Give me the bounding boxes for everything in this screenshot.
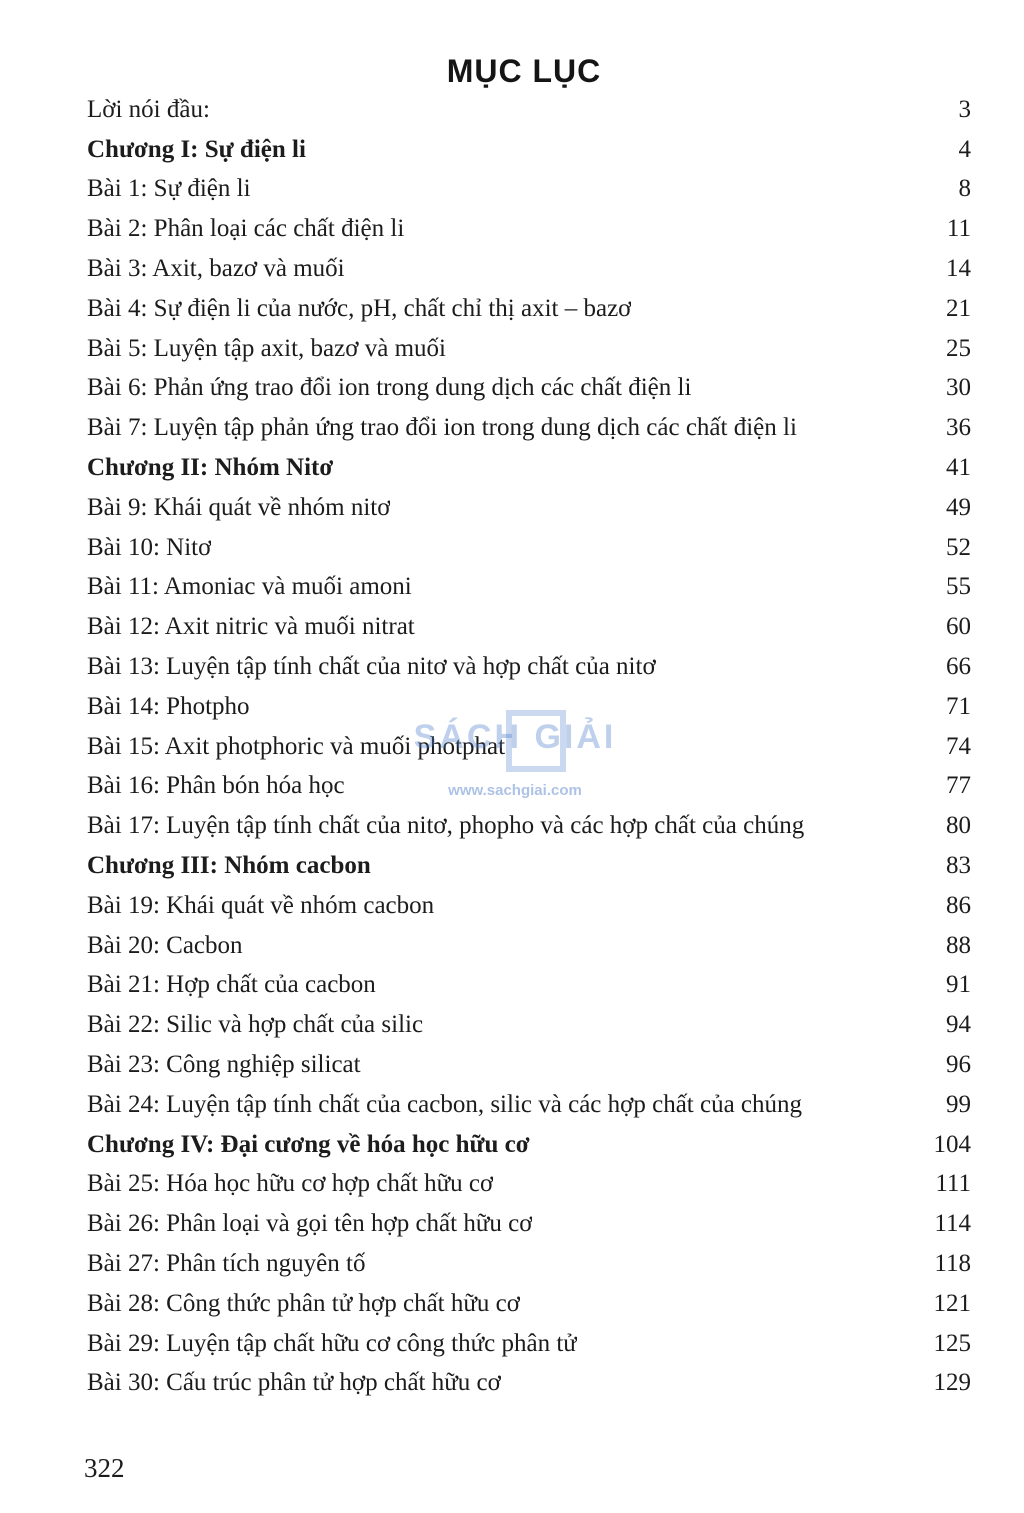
- toc-entry-title: Bài 5: Luyện tập axit, bazơ và muối: [87, 334, 446, 362]
- toc-entry: [87, 1005, 971, 1045]
- toc-entry-title: Bài 24: Luyện tập tính chất của cacbon, silic và các hợp chất của chúng: [87, 1090, 803, 1118]
- toc-entry-title: Bài 30: Cấu trúc phân tử hợp chất hữu cơ: [87, 1369, 501, 1397]
- toc-entry-page: 41: [946, 454, 971, 482]
- toc-entry-title: Bài 21: Hợp chất của cacbon: [87, 971, 376, 999]
- toc-entry-page: 36: [946, 414, 971, 442]
- toc-entry-title: Bài 12: Axit nitric và muối nitrat: [87, 613, 415, 641]
- toc-entry: [87, 408, 971, 448]
- toc-entry-page: 129: [933, 1369, 971, 1397]
- toc-entry-page: 99: [946, 1090, 971, 1118]
- toc-entry-title: Chương III: Nhóm cacbon: [87, 852, 371, 880]
- toc-entry-title: Bài 3: Axit, bazơ và muối: [87, 255, 345, 283]
- toc-entry-title: Bài 17: Luyện tập tính chất của nitơ, phopho và các hợp chất của chúng: [87, 812, 805, 840]
- toc-entry-page: 30: [946, 374, 971, 402]
- toc-entry-page: 52: [946, 533, 971, 561]
- toc-entry-title: Bài 2: Phân loại các chất điện li: [87, 215, 405, 243]
- toc-entry-title: Bài 16: Phân bón hóa học: [87, 772, 345, 800]
- toc-entry-page: 60: [946, 613, 971, 641]
- toc-entry-page: 71: [946, 692, 971, 720]
- toc-entry-title: Bài 9: Khái quát về nhóm nitơ: [87, 493, 391, 521]
- toc-entry-title: Bài 1: Sự điện li: [87, 175, 251, 203]
- toc-entry-title: Bài 4: Sự điện li của nước, pH, chất chỉ thị axit – bazơ: [87, 294, 632, 322]
- toc-entry-title: Bài 13: Luyện tập tính chất của nitơ và hợp chất của nitơ: [87, 653, 656, 681]
- toc-entry: [87, 1364, 971, 1404]
- toc-entry: [87, 607, 971, 647]
- toc-entry: [87, 647, 971, 687]
- toc-chapter-entry: [87, 846, 971, 886]
- watermark-logo: SÁCH GIẢI: [413, 718, 617, 756]
- toc-entry-title: Bài 27: Phân tích nguyên tố: [87, 1250, 366, 1277]
- toc-entry-page: 86: [946, 891, 971, 919]
- toc-entry-page: 94: [946, 1011, 971, 1039]
- toc-entry: [87, 886, 971, 926]
- toc-entry-title: Bài 22: Silic và hợp chất của silic: [87, 1011, 424, 1039]
- toc-entry-title: Chương II: Nhóm Nitơ: [87, 454, 334, 482]
- toc-entry-title: Bài 19: Khái quát về nhóm cacbon: [87, 891, 435, 919]
- toc-entry: [87, 727, 971, 767]
- toc-entry-page: 118: [934, 1250, 971, 1277]
- toc-entry-page: 49: [946, 493, 971, 521]
- toc-entry-page: 77: [946, 772, 971, 800]
- toc-entry-page: 74: [946, 732, 971, 760]
- toc-entry: [87, 1045, 971, 1085]
- toc-entry-page: 104: [933, 1130, 971, 1158]
- toc-entry: [87, 1165, 971, 1205]
- toc-entry: [87, 1085, 971, 1125]
- toc-entry: [87, 806, 971, 846]
- toc-entry: [87, 170, 971, 210]
- toc-entry-page: 111: [935, 1170, 971, 1198]
- toc-entry-page: 83: [946, 852, 971, 880]
- toc-entry-title: Bài 6: Phản ứng trao đổi ion trong dung dịch các chất điện li: [87, 374, 692, 402]
- toc-entry-title: Bài 29: Luyện tập chất hữu cơ công thức phân tử: [87, 1329, 577, 1357]
- page-title: MỤC LỤC: [446, 53, 602, 90]
- toc-entry-page: 121: [933, 1289, 971, 1317]
- toc-entry-page: 14: [946, 255, 971, 283]
- toc-chapter-entry: [87, 448, 971, 488]
- toc-entry: [87, 1204, 971, 1244]
- toc-entry-page: 3: [958, 95, 971, 123]
- toc-entry: [87, 1284, 971, 1324]
- toc-entry-page: 25: [946, 334, 971, 362]
- toc-chapter-entry: [87, 1125, 971, 1165]
- toc-entry: [87, 329, 971, 369]
- toc-entry-title: Bài 20: Cacbon: [87, 931, 243, 959]
- toc-entry-title: Bài 11: Amoniac và muối amoni: [87, 573, 412, 601]
- toc-entry-page: 88: [946, 931, 971, 959]
- toc-entry-title: Bài 7: Luyện tập phản ứng trao đổi ion trong dung dịch các chất điện li: [87, 414, 797, 442]
- table-of-contents: [87, 90, 971, 1403]
- toc-entry: [87, 687, 971, 727]
- toc-entry: [87, 1244, 971, 1284]
- toc-entry-page: 55: [946, 573, 971, 601]
- toc-entry-page: 11: [946, 215, 971, 243]
- toc-entry-title: Bài 26: Phân loại và gọi tên hợp chất hữu cơ: [87, 1210, 533, 1238]
- toc-entry-title: Lời nói đầu:: [87, 95, 210, 123]
- toc-entry-title: Bài 10: Nitơ: [87, 533, 212, 561]
- toc-entry: [87, 926, 971, 966]
- toc-entry-page: 125: [933, 1329, 971, 1357]
- toc-entry-page: 114: [934, 1210, 971, 1238]
- toc-entry-title: Bài 28: Công thức phân tử hợp chất hữu cơ: [87, 1289, 520, 1317]
- toc-entry-page: 80: [946, 812, 971, 840]
- watermark-url: www.sachgiai.com: [448, 782, 582, 799]
- toc-entry: [87, 209, 971, 249]
- toc-entry-title: Bài 15: Axit photphoric và muối photphat: [87, 732, 506, 760]
- toc-entry-page: 21: [946, 294, 971, 322]
- toc-entry-title: Bài 14: Photpho: [87, 692, 250, 720]
- toc-entry: [87, 488, 971, 528]
- toc-entry: [87, 767, 971, 807]
- toc-entry-page: 4: [958, 135, 971, 163]
- toc-entry-page: 66: [946, 653, 971, 681]
- toc-chapter-entry: [87, 130, 971, 170]
- toc-entry-page: 96: [946, 1051, 971, 1079]
- toc-entry: [87, 369, 971, 409]
- toc-entry: [87, 568, 971, 608]
- toc-entry-title: Chương IV: Đại cương về hóa học hữu cơ: [87, 1130, 530, 1158]
- page-number: 322: [84, 1453, 125, 1483]
- toc-entry-page: 8: [958, 175, 971, 203]
- toc-entry-title: Chương I: Sự điện li: [87, 135, 306, 163]
- toc-entry-page: 91: [946, 971, 971, 999]
- toc-entry: [87, 966, 971, 1006]
- toc-entry-title: Bài 25: Hóa học hữu cơ hợp chất hữu cơ: [87, 1170, 494, 1198]
- toc-entry: [87, 289, 971, 329]
- toc-entry: [87, 90, 971, 130]
- toc-entry: [87, 1324, 971, 1364]
- toc-entry-title: Bài 23: Công nghiệp silicat: [87, 1051, 361, 1079]
- toc-entry: [87, 528, 971, 568]
- toc-entry: [87, 249, 971, 289]
